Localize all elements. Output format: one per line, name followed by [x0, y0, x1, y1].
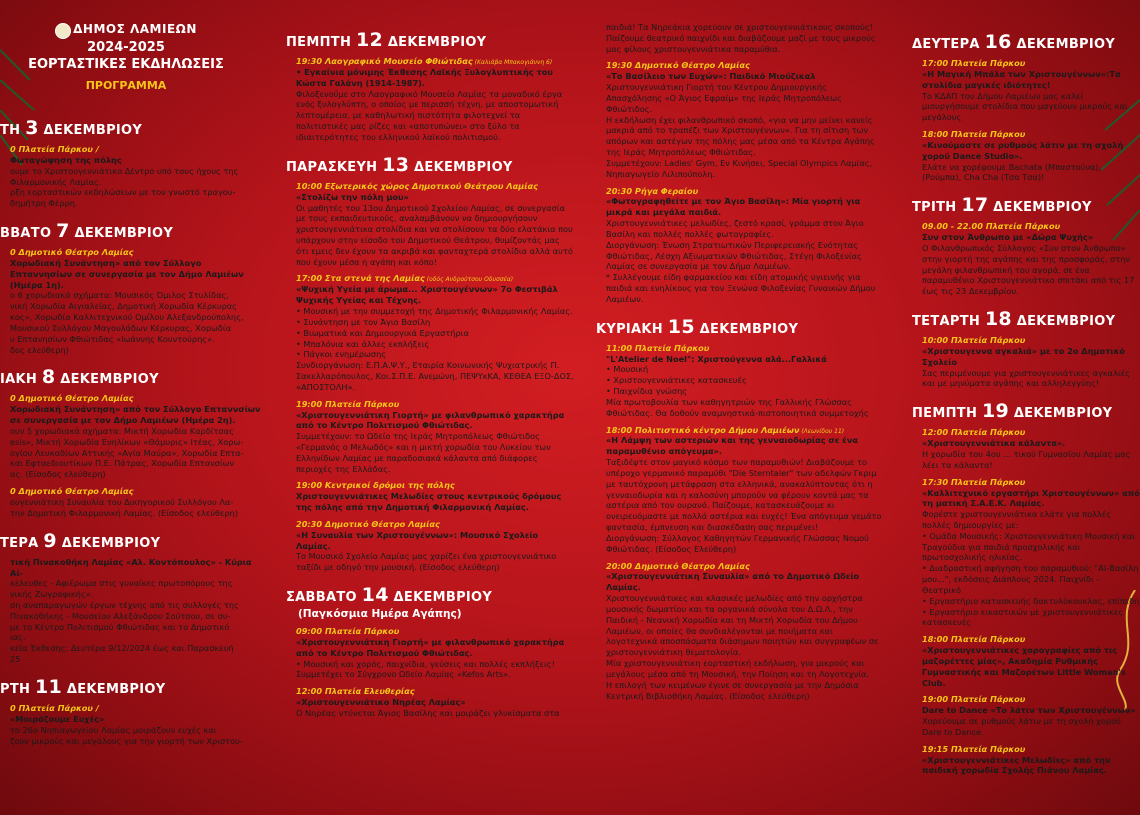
event-title: «Καλλιτεχνικό εργαστήρι Χριστουγέννων» από τη ματική Σ.Α.Ε.Κ. Λαμίας.	[922, 487, 1140, 509]
event	[922, 427, 1140, 470]
event	[606, 22, 882, 54]
event-description: ουγεννιάτικη Συναυλία του Δικηγορικού Συλλόγου Λα- την Δημοτική Φιλαρμονική Λαμίας. (Είσοδος ελεύθερη)	[10, 496, 239, 518]
event-time-place	[922, 477, 1140, 488]
event-title: Dare to Dance «Το λάτιν των Χριστουγέννων»	[922, 705, 1136, 716]
month-name: ΔΕΚΕΜΒΡΙΟΥ	[56, 535, 161, 551]
event-description: Φιλοξενούμε στο Λαογραφικό Μουσείο Λαμίας τα μοναδικό έργα ενός ξυλογλύπτη, ο οποίος με περισσή τέχνη, με αποστομωτική λεπτομέρεια, με καθηλωτική πιστότητα φιλοτεχνεί τα πολιτιστικές μας ρίζες και «αποτυπώνει» στο ξύλο τα ιδιαιτερότητες του ελληνικού λαϊκού πολιτισμού.	[296, 88, 563, 142]
month-name: ΔΕΚΕΜΒΡΙΟΥ	[1011, 314, 1116, 330]
event-time: 12:00 Πλατεία Πάρκου	[922, 427, 1026, 438]
program-label: ΠΡΟΓΡΑΜΜΑ	[85, 78, 167, 92]
day-number: 11	[35, 675, 63, 698]
day-name: ΙΑΚΗ	[0, 372, 42, 388]
day-number: 14	[361, 584, 389, 607]
event-time-place	[922, 221, 1140, 232]
day-number: 15	[667, 315, 695, 338]
event	[922, 634, 1140, 688]
event-time: 12:00 Πλατεία Ελευθερίας	[296, 686, 415, 697]
day-heading	[0, 116, 262, 141]
event-time-place	[922, 634, 1140, 645]
event-description: • Μουσική και χορός, παιχνίδια, γεύσεις και πολλές εκπλήξεις! Συμμετέχει το Σύγχρονο Ωδείο Λαμίας «Kefos Arts».	[296, 658, 555, 680]
event-time-place	[922, 129, 1140, 140]
day-name: ΡΤΗ	[0, 681, 36, 697]
event-title: «Χριστουγεννιάτικες Μελωδίες» από την παιδική χορωδία Σχολής Πιάνου Λαμίας.	[922, 754, 1111, 776]
event-time: 20:00 Δημοτικό Θέατρο Λαμίας	[606, 560, 750, 571]
column-3	[596, 0, 882, 815]
event-time-place	[922, 744, 1140, 755]
event-time-place	[922, 335, 1140, 346]
event-time: 0 Πλατεία Πάρκου /	[10, 703, 99, 714]
event-description: • Μουσική • Χριστουγεννιάτικες κατασκευές • Παιχνίδια γνώσης Μία πρωτοβουλία των καθηγητριών της Γαλλικής Γλώσσας Φθιώτιδας. Θα δοθούν αναμνηστικά-πιστοποιητικά συμμετοχής	[606, 364, 869, 418]
day-name: ΤΗ	[0, 123, 26, 138]
event-time-place	[10, 393, 262, 404]
day-heading	[286, 153, 574, 178]
event-time-place	[296, 273, 574, 284]
column-4	[912, 0, 1140, 815]
day-name: ΠΕΜΠΤΗ	[286, 35, 356, 50]
event-description: Χριστουγεννιάτικη Γιορτή του Κέντρου Δημιουργικής Απασχόλησης «Ο Άγιος Εφραίμ» της Ιεράς Μητροπόλεως Φθιώτιδος. Η εκδήλωση έχει φιλανθρωπικό σκοπό, «για να μην μείνει κανείς μακριά από το τραπέζι των Χριστουγέννων». Για τη σίτιση των απόρων και αστέγων της πόλης μας μέσα από τα Κέντρα Αγάπης της Ιεράς Μητροπόλεως Φθιώτιδας. Συμμετέχουν: Ladies' Gym, Εν Κινήσει, Special Olympics Λαμίας, Νηπιαγωγείο Λιλιπούπολη.	[606, 82, 875, 179]
event-time-place	[606, 561, 882, 572]
day-number: 7	[56, 220, 70, 243]
event-time-place	[296, 626, 574, 637]
event-title: «Το Βασίλειο των Ευχών»: Παιδικό Μιούζικαλ	[606, 71, 816, 82]
event-address: (οδός Ανδρούτσου Οδυσσέα)	[424, 276, 514, 284]
month-name: ΔΕΚΕΜΒΡΙΟΥ	[388, 590, 493, 606]
event-time: 17:30 Πλατεία Πάρκου	[922, 476, 1026, 487]
event-description: Χορεύουμε σε ρυθμούς λάτιν με τη σχολή χορού Dare to Dance.	[922, 716, 1121, 737]
event-title: «Η Συναυλία των Χριστουγέννων»: Μουσικό Σχολείο Λαμίας.	[296, 529, 539, 551]
event-description: Ο Φιλανθρωπικός Σύλλογος «Συν στον Άνθρωπο» στην γιορτή της αγάπης και της προσφοράς, στην μεγάλη φιλανθρωπική του αγορά, σε ένα παραμυθένιο Χριστουγεννιάτικο σπιτάκι από τις 17 έως τις 23 Δεκεμβρίου.	[922, 242, 1135, 297]
event-time: 10:00 Πλατεία Πάρκου	[922, 335, 1026, 346]
event-time-place	[606, 186, 882, 197]
day-heading	[0, 219, 262, 244]
event-title: «Μοιράζουμε Ευχές»	[10, 713, 105, 724]
day-number: 13	[382, 153, 410, 176]
event-time: 19:00 Πλατεία Πάρκου	[296, 398, 400, 409]
column-2	[286, 0, 574, 815]
day-number: 19	[981, 400, 1009, 423]
event-time: 19:00 Πλατεία Πάρκου	[922, 694, 1026, 705]
event-time: 0 Δημοτικό Θέατρο Λαμίας	[10, 393, 134, 404]
event	[922, 744, 1140, 776]
event-time: 19:00 Κεντρικοί δρόμοι της πόλης	[296, 480, 455, 491]
day-name: ΤΕΤΑΡΤΗ	[912, 314, 985, 330]
event-time-place	[606, 425, 882, 436]
event	[10, 486, 262, 518]
event	[296, 181, 574, 268]
event-description: Ταξιδέψτε στον μαγικό κόσμο των παραμυθιών! Διαβάζουμε το υπέροχο γερμανικό παραμύθι "Die Sterntaler" των αδελφών Γκριμ με ταυτόχρονη μετάφραση στα ελληνικά, ανακαλύπτοντας ότι η γενναιοδωρία και η καλοσύνη μπορούν να φέρουν κοντά μας τα αστέρια από τον ουρανό. Παίζουμε, κατασκευάζουμε κι ονειρευόμαστε με πολλά αστέρια και ευχές! Ένα απόγευμα γεμάτο φαντασία, έμπνευση και διασκέδαση σας περιμένει! Διοργάνωση: Σύλλογος Καθηγητών Γερμανικής Γλώσσας Νομού Φθιώτιδας. (Είσοδος Ελεύθερη)	[606, 457, 882, 554]
event-description: • Μουσική με την συμμετοχή της Δημοτικής Φιλαρμονικής Λαμίας. • Συνάντηση με τον Άγιο Βασίλη • Βιωματικά και Δημιουργικά Εργαστήρια • Μπαλόνια και άλλες εκπλήξεις • Πάγκοι ενημέρωσης Συνδιοργάνωση: Ε.Π.Α.Ψ.Υ., Εταιρία Κοινωνικής Ψυχιατρικής Π. Σακελλαρόπουλος, Κοι.Σ.Π.Ε. Ανεμώνη, ΠΕΨΥκΚΑ, ΚΕΘΕΑ ΕΞΟ-ΔΟΣ, «ΑΠΟΣΤΟΛΗ».	[296, 306, 574, 392]
event-title: "L'Atelier de Noel": Χριστούγεννα αλά...Γαλλικά	[606, 353, 827, 364]
event	[10, 247, 262, 355]
event	[606, 425, 882, 555]
event-time-place	[296, 480, 574, 491]
event-time: 19:15 Πλατεία Πάρκου	[922, 743, 1026, 754]
event-time-place	[922, 427, 1140, 438]
event-title: • Εγκαίνια μόνιμης Έκθεσης Λαϊκής Ξυλογλυπτικής του Κώστα Γαλάνη (1914-1987).	[296, 66, 553, 88]
event	[296, 273, 574, 392]
day-name: ΔΕΥΤΕΡΑ	[912, 37, 985, 52]
event-title: Χριστουγεννιάτικες Μελωδίες στους κεντρικούς δρόμους της πόλης από την Δημοτική Φιλαρμονική Λαμίας.	[296, 491, 562, 513]
event	[606, 561, 882, 702]
event	[922, 477, 1140, 629]
event-time: 20:30 Ρήγα Φεραίου	[606, 185, 699, 196]
event	[296, 399, 574, 475]
event-time: 09:00 Πλατεία Πάρκου	[296, 626, 400, 637]
month-name: ΔΕΚΕΜΒΡΙΟΥ	[38, 123, 143, 138]
month-name: ΔΕΚΕΜΒΡΙΟΥ	[694, 321, 799, 337]
event-title: Χορωδιακή Συνάντηση» από τον Σύλλογο Επταννησίων σε συνεργασία με τον Δήμο Λαμιέων (Ημέρα 1η).	[10, 257, 244, 290]
event-address: (Λεωνίδου 11)	[799, 427, 845, 435]
event-time: 0 Δημοτικό Θέατρο Λαμίας	[10, 247, 134, 258]
municipality-name: ΔΗΜΟΣ ΛΑΜΙΕΩΝ	[73, 22, 197, 36]
event	[922, 335, 1140, 389]
day-heading	[0, 529, 262, 554]
event-time-place	[606, 60, 882, 71]
month-name: ΔΕΚΕΜΒΡΙΟΥ	[409, 159, 513, 175]
event	[10, 393, 262, 480]
day-subtitle: (Παγκόσμια Ημέρα Αγάπης)	[298, 608, 462, 621]
event-description: Ο Νηρέας ντύνεται Άγιος Βασίλης και μοιράζει γλυκίσματα στα	[296, 707, 560, 718]
event-time-place	[10, 247, 262, 258]
day-heading	[0, 675, 262, 700]
day-heading	[0, 365, 262, 390]
event-time: 09.00 - 22.00 Πλατεία Πάρκου	[922, 221, 1061, 232]
day-heading	[912, 399, 1140, 424]
event-title: «Φωτογραφηθείτε με τον Άγιο Βασίλη»: Μία γιορτή για μικρά και μεγάλα παιδιά.	[606, 196, 861, 218]
event-time: 11:00 Πλατεία Πάρκου	[606, 342, 710, 353]
event-time-place	[922, 58, 1140, 69]
event-description: Σας περιμένουμε για χριστουγεννιάτικες αγκαλιές και με μηνύματα αγάπης και αλληλεγγύης!	[922, 367, 1130, 389]
event-time: 17:00 Στα στενά της Λαμίας	[296, 273, 425, 284]
event	[606, 60, 882, 179]
event-title: Χορωδιακή Συνάντηση» από τον Σύλλογο Επταννσίων σε συνεργασία με τον Δήμο Λαμιέων (Ημέρα 2η).	[10, 404, 261, 426]
event	[922, 129, 1140, 183]
day-heading	[912, 307, 1140, 332]
event-title: «Χριστουγεννιάτικη Γιορτή» με φιλανθρωπικό χαρακτήρα από το Κέντρο Πολιτισμού Φθιώτιδας.	[296, 636, 565, 658]
event-time-place	[296, 181, 574, 192]
event	[10, 144, 262, 209]
day-number: 16	[984, 31, 1012, 53]
event-description: Ελάτε να χορέψουμε Bachata (Μπαστούνα), (Ρούμπα), Cha Cha (Τσα Τσα)!	[922, 161, 1102, 183]
event-title: Φωταγώψηση της πόλης	[10, 154, 122, 165]
event	[296, 686, 574, 718]
event-description: Χριστουγεννιάτικες και κλασικές μελωδίες από την ορχήστρα μουσικής δωματίου και τα οργανικά σύνολα του Δ.Ω.Λ., την Παιδική - Νεανική Χορωδία και τη Μικτή Χορωδία του Δήμου Λαμιέων, οι οποίες θα συνδιαλέγονται με ποιήματα και λογοτεχνικά αποσπάσματα διάσημων ποιητών και συγγραφέων σε χριστουγεννιάτικη θεματολογία. Μία χριστουγεννιάτικη εορταστική εκδήλωση, για μικρούς και μεγάλους μέσα από τη Μουσική, την Ποίηση και τη Λογοτεχνία. Η επιλογή των κειμένων έγινε σε συνεργασία με την Δημόσια Κεντρική Βιβλιοθήκη Λαμίας. (Είσοδος ελεύθερη)	[606, 593, 879, 701]
event-description: Φορέστε χριστουγεννιάτικα ελάτε για πολλές πολλές δημιουργίες με: • Ομάδα Μουσικής: Χριστουγεννιάτικη Μουσική και Τραγούδια για παιδιά προσχολικής και πρωτοσχολικής ηλικίας. • Διαδραστική αφήγηση του παραμυθιού: "Αϊ-Βασίλη μου...", εκδόσεις Διάπλους 2024. Παιχνίδι - Θεατρικό • Εργαστήριο κατασκευής δακτυλόκουκλας, επίπεδη • Εργαστήριο εικαστικών με χριστουγεννιάτικες κατασκευές	[922, 509, 1140, 628]
event-description: ο 6 χορωδιακά σχήματα: Μουσικός Όμιλος Στυλίδας, νική Χορωδία Αιγιαλείας, Δημοτική Χορωδία Κέρκυρας κος», Χορωδία Καλλιτεχνικού Ομίλου Αλεξανδρούπολης, Μουσικού Συλλόγου Μαγουλάδων Κέρκυρας, Χορωδία υ Επτανησίων Φθιώτιδας «Ιωάννης Κουντούρης». δος ελεύθερη)	[10, 290, 244, 355]
event	[606, 343, 882, 419]
day-heading	[286, 28, 574, 53]
day-heading	[912, 193, 1140, 218]
event-title: «Χριστουγεννιάτικα κάλαντα».	[922, 438, 1066, 449]
event-time-place	[10, 486, 262, 497]
day-name: ΠΕΜΠΤΗ	[912, 406, 982, 422]
event	[922, 221, 1140, 297]
header	[0, 22, 262, 93]
event-title: «Χριστουγεννιάτικο Νηρέας Λαμίας»	[296, 697, 466, 707]
month-name: ΔΕΚΕΜΒΡΙΟΥ	[62, 681, 166, 697]
day-name: ΒΒΑΤΟ	[0, 226, 57, 242]
event-time: 10:00 Εξωτερικός χώρος Δημοτικού Θεάτρου Λαμίας	[296, 180, 538, 191]
event	[922, 58, 1140, 123]
event-time: 0 Δημοτικό Θέατρο Λαμίας	[10, 486, 134, 497]
event-time: 18:00 Πολιτιστικό κέντρο Δήμου Λαμιέων	[606, 424, 800, 435]
event-title: «Χριστουγεννιάτικες χορογραφίες από τις μαζορέττες μίας», Ακαδημία Ρυθμικής Γυμναστικής και Μαζορέτων Little Woman's Club.	[922, 645, 1126, 688]
event-address: (Καλιάβα Μπακογιάννη 6)	[472, 59, 553, 67]
event-title: «Κινούμαστε σε ρυθμούς λάτιν με τη σχολή χορού Dance Studio».	[922, 139, 1124, 161]
event-description: παιδιά! Τα Νηρεάκια χορεύουν σε χριστουγεννιάτικους σκοπούς! Παίζουμε θεατρικό παιχνίδι και διαβάζουμε μαζί με τους μικρούς μας φίλους χριστουγεννιάτικα παραμύθια.	[606, 22, 876, 54]
event-time-place	[606, 343, 882, 354]
day-name: ΚΥΡΙΑΚΗ	[596, 321, 668, 337]
event-time-place	[922, 694, 1140, 705]
month-name: ΔΕΚΕΜΒΡΙΟΥ	[1009, 406, 1113, 422]
event	[296, 56, 574, 143]
event-time: 0 Πλατεία Πάρκου /	[10, 144, 99, 155]
event-description: Συμμετέχουν: το Ωδείο της Ιεράς Μητροπόλεως Φθιώτιδος «Γερμανός ο Μελωδός» και η μικτή χορωδία του Λυκείου των Ελληνίδων Λαμίας με παραδοσιακά κάλαντα από διάφορες περιοχές της Ελλάδας.	[296, 431, 551, 474]
day-name: ΣΑΒΒΑΤΟ	[286, 590, 362, 606]
event-description: ουν 5 χορωδιακά σχήματα: Μικτή Χορωδία Καρδίτσας esis», Μικτή Χορωδία Ενηλίκων «Θάμυρις» Ιτέας, Χορω- ογίου Λευκαδίων Αττικής «Αγία Μαύρα», Χορωδία Επτα- και Εφταεδιουτίκων Π.Ε. Πάτρας, Χορωδία Επτανσίων ας. (Είσοδος ελεύθερη)	[10, 425, 244, 480]
event-time-place	[10, 144, 262, 155]
event-time: 18:00 Πλατεία Πάρκου	[922, 129, 1026, 140]
event	[10, 703, 262, 746]
event-description: Η χορωδία του 4ου ... τικού Γυμνασίου Λαμίας μας λέει τα κάλαντα!	[922, 449, 1131, 470]
day-number: 18	[984, 308, 1012, 331]
day-name: ΤΕΡΑ	[0, 535, 44, 551]
month-name: ΔΕΚΕΜΒΡΙΟΥ	[988, 200, 1092, 216]
day-number: 3	[25, 117, 39, 139]
years: 2024-2025	[87, 39, 165, 55]
day-number: 9	[43, 529, 57, 552]
event-title: «Ψυχική Υγεία με άρωμα... Χριστουγέννων» 7ο Φεστιβάλ Ψυχικής Υγείας και Τέχνης.	[296, 284, 558, 306]
month-name: ΔΕΚΕΜΒΡΙΟΥ	[69, 226, 174, 242]
event	[606, 186, 882, 305]
event-time-place	[296, 399, 574, 410]
event-title: «Χριστουγεννα αγκαλιά» με το 2ο Δημοτικό Σχολείο	[922, 345, 1125, 367]
event-time-place	[296, 519, 574, 530]
municipality-logo-icon	[55, 23, 71, 39]
event	[922, 694, 1140, 737]
event-description: Χριστουγεννιάτικες μελωδίες, ζεστό κρασί, γράμμα στον Άγιο Βασίλη και πολλές πολλές φωτογραφίες. Διοργάνωση: Ένωση Στρατιωτικών Περιφερειακής Ενότητας Φθιώτιδας, Λέσχη Αξιωματικών Φθιώτιδας, Στέγη Φιλοξενίας Λαμίας σε συνεργασία με τον Δήμο Λαμιέων. * Συλλέγουμε είδη φαρμακείου και είδη ατομικής υγιεινής για παιδιά και ενηλίκους για τον Ξενώνα Φιλοξενίας Γυναικών Δήμου Λαμιέων.	[606, 218, 876, 304]
month-name: ΔΕΚΕΜΒΡΙΟΥ	[1011, 37, 1116, 52]
day-heading	[596, 315, 882, 340]
event-description: Το Μουσικό Σχολείο Λαμίας μας χαρίζει ένα χριστουγεννιάτικο ταξίδι με οδηγό την μουσική. (Είσοδος ελεύθερη)	[296, 551, 557, 573]
column-1	[0, 0, 262, 815]
event-title: Συν στον Άνθρωπο με «Δώρα Ψυχής»	[922, 232, 1094, 243]
event-time-place	[296, 686, 574, 697]
event	[10, 557, 262, 665]
event	[296, 480, 574, 512]
day-heading	[286, 583, 574, 608]
event-description: Το ΚΔΑΠ του Δήμου Λαμιέων μας καλεί μιουργήσουμε στολίδια που μαγεύουν μικρούς και μεγάλους	[922, 90, 1128, 123]
event-time-place	[296, 56, 574, 67]
event-title: «Χριστουγεννιάτικη Γιορτή» με φιλανθρωπικό χαρακτήρα από το Κέντρο Πολιτισμού Φθιώτιδας.	[296, 409, 565, 431]
day-heading	[912, 30, 1140, 55]
month-name: ΔΕΚΕΜΒΡΙΟΥ	[55, 372, 159, 388]
event-time: 17:00 Πλατεία Πάρκου	[922, 58, 1026, 69]
event-time: 20:30 Δημοτικό Θέατρο Λαμίας	[296, 518, 440, 529]
event-description: Οι μαθητές του 13ου Δημοτικού Σχολείου Λαμίας, σε συνεργασία με τους εκπαιδευτικούς, αναλαμβάνουν να δημιουργήσουν χριστουγεννιάτικα στολίδια και να στολίσουν τα δύο ελατάκια που υπάρχουν στην είσοδο του Δημοτικού Θεάτρου, θυμίζοντάς μας ότι εμεις δεν έχουν τα ακριβά και φανταχτερά στολίδια αλλά αυτό που έχουν μέσα η αγάπη και κόπο!	[296, 202, 573, 267]
event-time: 19:30 Δημοτικό Θέατρο Λαμίας	[606, 60, 750, 71]
day-number: 17	[961, 194, 989, 217]
event-time: 19:30 Λαογραφικό Μουσείο Φθιώτιδας	[296, 56, 473, 67]
event	[296, 519, 574, 573]
event-description: ουμε το Χριστουγεννιάτικο Δέντρο υπό τους ήχους της Φιλαρμονικής Λαμίας. ρξη εορταστικών εκδηλώσεων με τον γνωστό τραγου-δημήτρη Φέρρη.	[10, 165, 239, 209]
day-number: 8	[41, 366, 56, 389]
event-time-place	[10, 703, 262, 714]
event-title: «Η Μαγική Μπάλα των Χριστουγέννων»:Τα στολίδια μαγικές ιδιότητες!	[922, 68, 1121, 90]
event-title: «Η Λάμψη των αστεριών και της γενναιοδωρίας σε ένα παραμυθένιο απόγευμα».	[606, 435, 858, 457]
event-description: το 26ο Νηπιαγωγείου Λαμίας μοιράζουν ευχές και ζουν μικρούς και μεγάλους για την γιορτή των Χριστου-	[10, 724, 243, 746]
page-title: ΕΟΡΤΑΣΤΙΚΕΣ ΕΚΔΗΛΩΣΕΙΣ	[28, 56, 224, 72]
day-number: 12	[355, 29, 383, 51]
event-title: «Στολίζω την πόλη μου»	[296, 191, 409, 202]
day-name: ΠΑΡΑΣΚΕΥΗ	[286, 159, 383, 175]
event-time: 18:00 Πλατεία Πάρκου	[922, 634, 1026, 645]
event	[296, 626, 574, 680]
month-name: ΔΕΚΕΜΒΡΙΟΥ	[383, 35, 487, 50]
event-title: τική Πινακοθήκη Λαμίας «Αλ. Κοντόπουλος» - Κύρια Αί-	[10, 556, 252, 578]
event-title: «Χριστουγεννιάτικη Συναυλία» από το Δημοτικό Ωδείο Λαμίας.	[606, 571, 860, 593]
event-description: κελευθες - Αφιέρωμα στις γυναίκες πρωτοπόρους της νικής Ζωγραφικής». ση αναπαραγωγών έργων τέχνης από τις συλλογές της Πινακοθήκης - Μουσείου Αλεξάνδρου Σούτσου, σε συ- με το Κέντρο Πολιτισμού Φθιώτιδας και το Δημοτικό ιας. κεία Έκθεσης: Δευτέρα 9/12/2024 έως και Παρασκευή 25	[10, 578, 239, 665]
day-name: ΤΡΙΤΗ	[912, 200, 962, 216]
